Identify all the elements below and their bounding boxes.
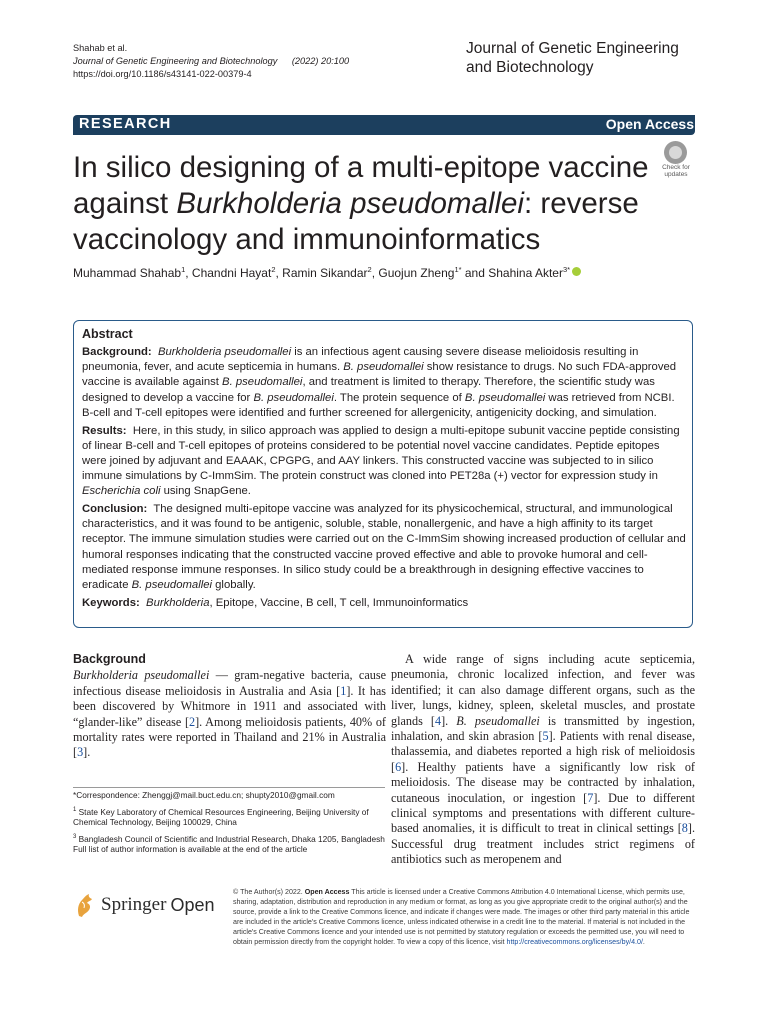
right-paragraph: A wide range of signs including acute septicemia, pneumonia, chronic localized infection, and fever was identified; it can also damage different organs, such as the liver, lungs, kidney, spleen, skeletal muscles, and prostate glands [4]. B. pseudomallei is transmitted by ingestion, inhalation, and skin abrasion [5]. Patients with renal disease, thalassemia, and diabetes reported a high risk of melioidosis [6]. Healthy patients have a significantly low risk of melioidosis. The disease may be contracted by inhalation, cutaneous inoculation, or ingestion [7]. Due to different clinical symptoms and presentations with different culture-based anomalies, it is difficult to treat in clinical settings [8]. Successful drug treatment includes strict regimens of antibiotics such as meropenem and (391, 652, 696, 867)
title-italic: Burkholderia pseudomallei (176, 187, 524, 220)
author-info-note: Full list of author information is available at the end of the article (73, 843, 308, 854)
section-heading-background: Background (73, 652, 146, 666)
author-name[interactable]: Muhammad Shahab (73, 266, 182, 280)
author-name[interactable]: Ramin Sikandar (282, 266, 368, 280)
header-journal: Journal of Genetic Engineering and Biotechnology (73, 56, 278, 66)
abstract-body (82, 345, 686, 613)
abstract-conclusion-text: The designed multi-epitope vaccine was analyzed for its physicochemical, structural, and immunological characteristics, and it was found to be antigenic, soluble, stable, nonallergenic, and have a high affinity to its target receptor. The immune simulation studies were carried out on the C-ImmSim showing increased production of cellular and humoral responses indicating that the constructed vaccine proved effective and able to provoke humoral and cell-mediated response immune responses. In silico study could be a breakthrough in designing effective vaccines to eradicate B. pseudomallei globally. (82, 503, 686, 592)
check-for-updates-badge[interactable] (656, 141, 696, 181)
title-part-1: In silico designing of a multi-epitope vaccine against (73, 151, 649, 220)
footnote-divider (73, 787, 385, 788)
body-left-column (73, 652, 386, 761)
abstract-results (82, 424, 686, 500)
author-name[interactable]: Guojun Zheng (378, 266, 455, 280)
springer-word: Springer (101, 894, 167, 915)
body-right-column (391, 652, 695, 868)
header-authors: Shahab et al. (73, 43, 128, 53)
header-volume: (2022) 20:100 (291, 56, 350, 66)
author-affiliation: 1* (454, 265, 462, 274)
article-title (73, 150, 653, 258)
abstract-background-label: Background: (82, 346, 152, 358)
springer-open-logo (73, 891, 214, 919)
abstract-background-text: Burkholderia pseudomallei is an infectious agent causing severe disease melioidosis resulting in pneumonia, fever, and acute septicemia in humans. B. pseudomallei show resistance to drugs. No such FDA-approved vaccine is available against B. pseudomallei, and treatment is limited to therapy. Therefore, the scientific study was designed to develop a vaccine for B. pseudomallei. The protein sequence of B. pseudomallei was retrieved from NCBI. B-cell and T-cell epitopes were identified and further screened for allergenicity, antigenicity docking, and simulation. (82, 346, 677, 419)
abstract-keywords-text: Burkholderia, Epitope, Vaccine, B cell, T cell, Immunoinformatics (146, 596, 469, 609)
author-name[interactable]: Chandni Hayat (191, 266, 272, 280)
orcid-icon[interactable] (572, 267, 581, 276)
abstract-background (82, 345, 686, 421)
abstract-results-text: Here, in this study, in silico approach was applied to design a multi-epitope subunit vaccine peptide consisting of linear B-cell and T-cell epitopes of proteins considered to be potential novel vaccine candidates. Peptide epitopes were joined by adjuvant and EAAAK, CPGPG, and AAY linkers. This constructed vaccine was subjected to in silico immune simulations by C-ImmSim. The protein construct was cloned into PET28a (+) vector for expression study in Escherichia coli using SnapGene. (82, 424, 680, 498)
open-access-label: Open Access (605, 116, 694, 132)
affiliation-3: $^3$ Bangladesh Council of Scientific and Industrial Research, Dhaka 1205, Bangladesh (73, 833, 385, 844)
title-part-2: : reverse vaccinology and immunoinformatics (73, 187, 639, 256)
correspondence: *Correspondence: Zhenggj@mail.buct.edu.cn; shupty2010@gmail.com (73, 790, 335, 800)
abstract-keywords (82, 596, 686, 611)
header-doi[interactable]: https://doi.org/10.1186/s43141-022-00379-4 (73, 69, 252, 79)
author-affiliation: 1 (181, 265, 186, 274)
journal-name: Journal of Genetic Engineering and Biotechnology (466, 40, 679, 76)
author-affiliation: 2 (271, 265, 276, 274)
author-name[interactable]: Shahina Akter (488, 266, 563, 280)
springer-horse-icon (73, 892, 95, 918)
author-list: Muhammad Shahab$^1$, Chandni Hayat$^2$, Ramin Sikandar$^2$, Guojun Zheng$^{1*}$ and Shahina Akter$^{3*}$ (73, 262, 713, 281)
affiliation-1: $^1$ State Key Laboratory of Chemical Resources Engineering, Beijing University of Chemical Technology, Beijing 100029, China (73, 806, 369, 827)
abstract-heading: Abstract (82, 327, 133, 341)
abstract-keywords-label: Keywords: (82, 596, 140, 609)
left-paragraph: Burkholderia pseudomallei — gram-negative bacteria, cause infectious disease melioidosis in Australia and Asia [1]. It has been discovered by Whitmore in 1911 and associated with “glander-like” disease [2]. Among melioidosis patients, 40% of mortality rates were reported in Thailand and 21% in Australia [3]. (73, 668, 386, 760)
author-affiliation: 2 (367, 265, 372, 274)
article-type-label: RESEARCH (79, 116, 172, 132)
license-text: © The Author(s) 2022. Open Access This article is licensed under a Creative Commons Attribution 4.0 International License, which permits use, sharing, adaptation, distribution and reproduction in any medium or format, as long as you give appropriate credit to the original author(s) and the source, provide a link to the Creative Commons licence, and indicate if changes were made. The images or other third party material in this article are included in the article's Creative Commons licence, unless indicated otherwise in a credit line to the material. If material is not included in the article's Creative Commons licence and your intended use is not permitted by statutory regulation or exceeds the permitted use, you will need to obtain permission directly from the copyright holder. To view a copy of this licence, visit http://creativecommons.org/licenses/by/4.0/. (233, 888, 690, 946)
abstract-conclusion-label: Conclusion: (82, 503, 148, 516)
license-link[interactable]: http://creativecommons.org/licenses/by/4.0/ (506, 938, 643, 946)
check-updates-text: Check for updates (662, 164, 690, 178)
check-updates-icon-inner (669, 146, 682, 159)
running-header (73, 42, 349, 81)
abstract-conclusion (82, 502, 686, 593)
footnotes (73, 790, 386, 859)
author-affiliation: 3* (562, 265, 571, 274)
open-word: Open (170, 894, 215, 915)
abstract-results-label: Results: (82, 424, 127, 437)
